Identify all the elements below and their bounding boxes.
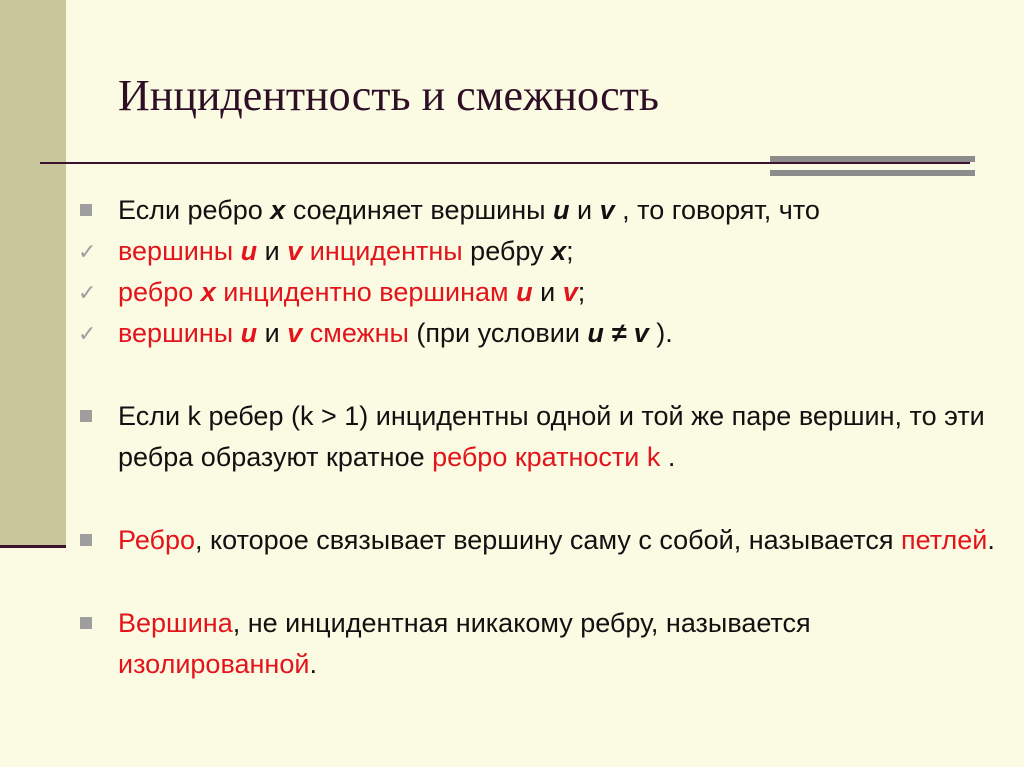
check-item-edge-incident: ✓ ребро x инцидентно вершинам u и v; — [118, 272, 998, 313]
variable-x: x — [270, 195, 286, 225]
side-decoration-line — [0, 545, 66, 548]
spacer — [118, 354, 998, 396]
term-loop: петлей — [900, 525, 988, 555]
check-item-vertices-incident: ✓ вершины u и v инцидентны ребру x; — [118, 231, 998, 272]
check-item-vertices-adjacent: ✓ вершины u и v смежны (при условии u ≠ v ). — [118, 313, 998, 354]
side-decoration-band — [0, 0, 66, 548]
slide-content — [78, 190, 998, 685]
checkmark-icon: ✓ — [78, 239, 97, 264]
term-adjacent: смежны — [302, 318, 409, 348]
square-bullet-icon — [80, 617, 92, 629]
square-bullet-icon — [80, 204, 92, 216]
term-edge: Ребро — [118, 525, 196, 555]
bullet-paragraph-isolated-vertex: Вершина, не инцидентная никакому ребру, называется изолированной. — [118, 603, 998, 685]
bullet-paragraph-multiple-edge: Если k ребер (k > 1) инцидентны одной и той же паре вершин, то эти ребра образуют кратное ребро кратности k . — [118, 396, 998, 478]
square-bullet-icon — [80, 534, 92, 546]
spacer — [118, 561, 998, 603]
title-accent-bar-bottom — [770, 170, 975, 176]
checkmark-icon: ✓ — [78, 321, 97, 346]
checkmark-icon: ✓ — [78, 280, 97, 305]
term-isolated: изолированной — [118, 649, 310, 679]
term-incident: инцидентны — [302, 236, 463, 266]
spacer — [118, 478, 998, 520]
variable-v: v — [599, 195, 615, 225]
bullet-paragraph-loop: Ребро, которое связывает вершину саму с собой, называется петлей. — [118, 520, 998, 561]
square-bullet-icon — [80, 410, 92, 422]
term-multiple-edge: ребро кратности k — [432, 442, 661, 472]
title-accent-bar-top — [770, 156, 975, 162]
bullet-paragraph-definition: Если ребро x соединяет вершины u и v , то говорят, что — [118, 190, 998, 231]
title-divider — [40, 162, 970, 164]
condition-u-neq-v: u ≠ v — [587, 318, 649, 348]
variable-u: u — [553, 195, 570, 225]
term-vertex: Вершина — [118, 608, 233, 638]
slide-title: Инцидентность и смежность — [118, 71, 659, 120]
